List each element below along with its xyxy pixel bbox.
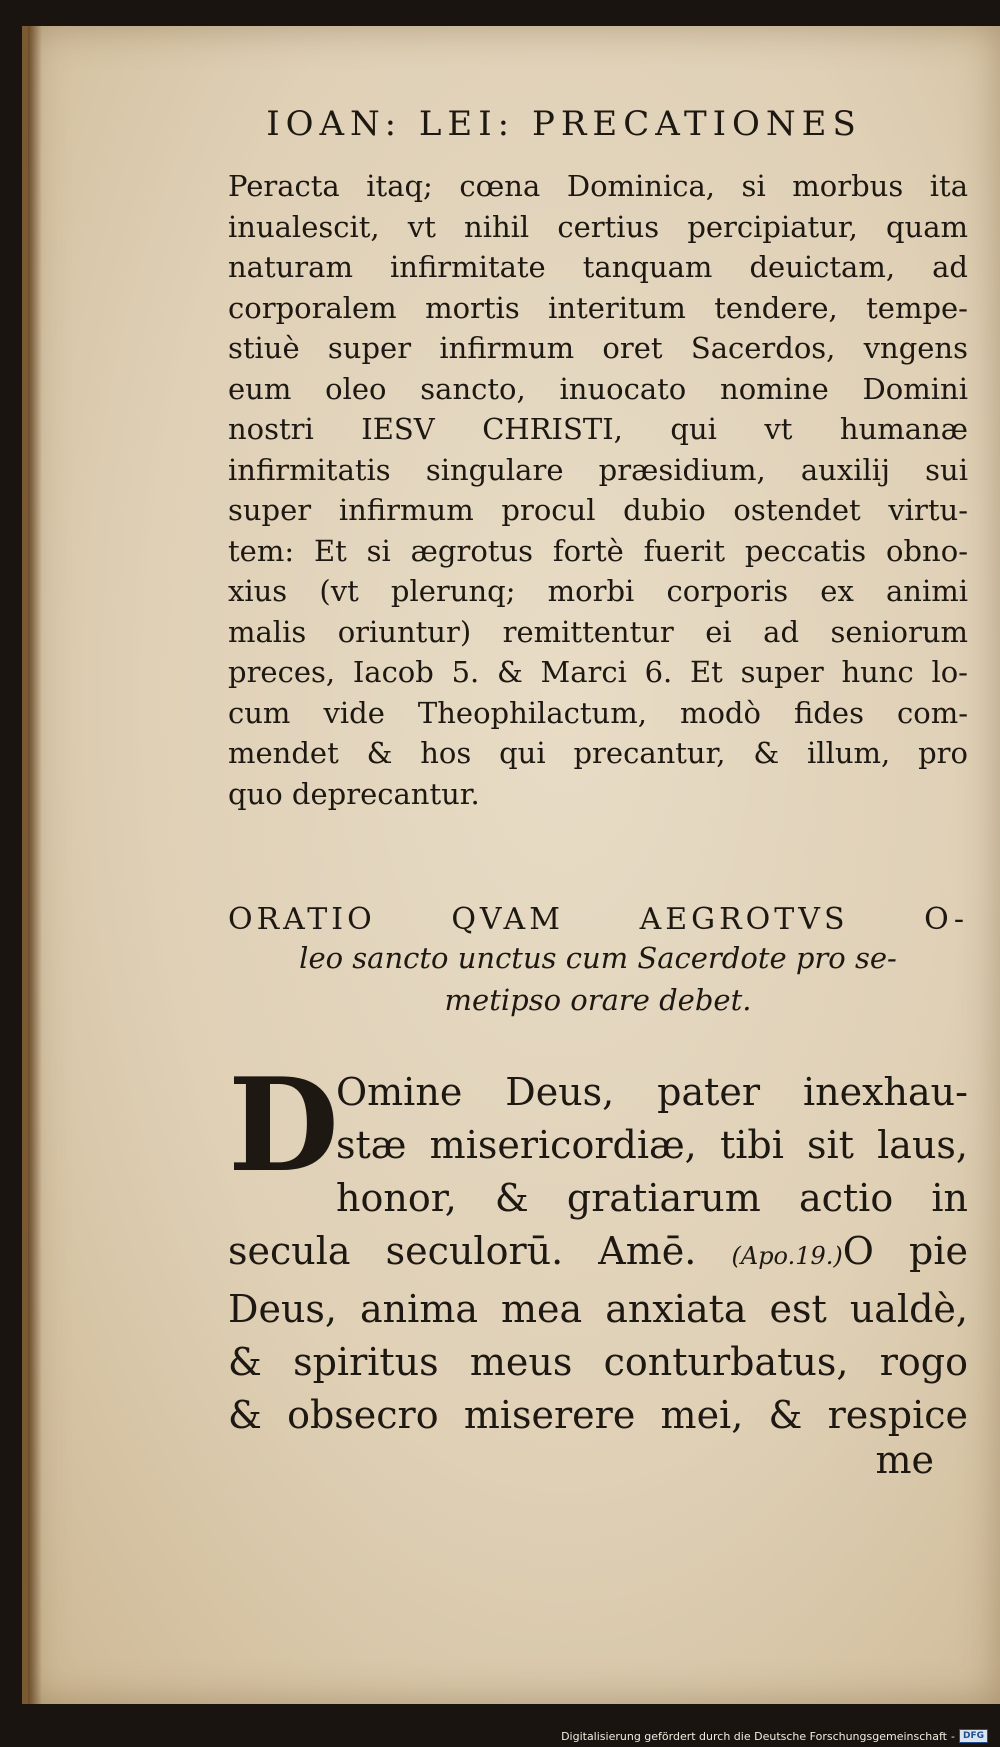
body-line: nostri IESV CHRISTI, qui vt humanæ bbox=[228, 412, 968, 446]
prayer-line-with-reference bbox=[228, 1225, 968, 1283]
section-title-italic-line: leo sancto unctus cum Sacerdote pro se- bbox=[299, 941, 897, 975]
body-line: Peracta itaq; cœna Dominica, si morbus ita bbox=[228, 169, 968, 203]
body-line: tem: Et si ægrotus fortè fuerit peccatis obno- bbox=[228, 533, 968, 568]
dfg-logo-icon: DFG bbox=[959, 1729, 988, 1743]
body-line: naturam infirmitate tanquam deuictam, ad bbox=[228, 250, 968, 284]
prayer-line: Omine Deus, pater inexhau- bbox=[336, 1070, 968, 1114]
body-line: xius (vt plerunq; morbi corporis ex animi bbox=[228, 574, 968, 608]
body-line: cum vide Theophilactum, modò fides com- bbox=[228, 695, 968, 730]
body-line: malis oriuntur) remittentur ei ad seniorum bbox=[228, 614, 968, 649]
body-line: corporalem mortis interitum tendere, tempe- bbox=[228, 290, 968, 325]
prayer-text bbox=[228, 1051, 968, 1442]
body-line: preces, Iacob 5. & Marci 6. Et super hunc lo- bbox=[228, 655, 968, 689]
prayer-line: secula seculorū. Amē. bbox=[228, 1229, 697, 1273]
section-title-caps: ORATIO QVAM AEGROTVS O- bbox=[228, 902, 968, 937]
body-line: mendet & hos qui precantur, & illum, pro bbox=[228, 736, 968, 770]
drop-cap-initial: D bbox=[228, 1051, 339, 1201]
body-line: super infirmum procul dubio ostendet virtu- bbox=[228, 493, 968, 527]
body-line: inualescit, vt nihil certius percipiatur, quam bbox=[228, 209, 968, 244]
body-line: infirmitatis singulare præsidium, auxilij sui bbox=[228, 452, 968, 487]
section-title-italic-line: metipso orare debet. bbox=[444, 983, 752, 1017]
section-title bbox=[228, 902, 968, 1021]
prayer-line: stæ misericordiæ, tibi sit laus, bbox=[336, 1123, 968, 1167]
prayer-line-continuation: O pie bbox=[842, 1229, 968, 1273]
prayer-line: Deus, anima mea anxiata est ualdè, bbox=[228, 1287, 968, 1331]
prayer-line: & obsecro miserere mei, & respice bbox=[228, 1393, 968, 1437]
body-line: quo deprecantur. bbox=[228, 776, 480, 811]
scanned-page bbox=[22, 26, 1000, 1704]
catchword: me bbox=[875, 1438, 934, 1482]
scripture-reference: (Apo.19.) bbox=[731, 1242, 843, 1270]
credit-text: Digitalisierung gefördert durch die Deutsche Forschungsgemeinschaft bbox=[561, 1729, 947, 1743]
running-head: IOAN: LEI: PRECATIONES bbox=[266, 104, 862, 144]
body-line: eum oleo sancto, inuocato nomine Domini bbox=[228, 371, 968, 406]
digitization-credit: Digitalisierung gefördert durch die Deutsche Forschungsgemeinschaft - DFG bbox=[561, 1729, 988, 1743]
body-paragraph bbox=[228, 166, 968, 814]
prayer-line: & spiritus meus conturbatus, rogo bbox=[228, 1340, 968, 1384]
prayer-line: honor, & gratiarum actio in bbox=[336, 1176, 968, 1220]
body-line: stiuè super infirmum oret Sacerdos, vngens bbox=[228, 331, 968, 365]
